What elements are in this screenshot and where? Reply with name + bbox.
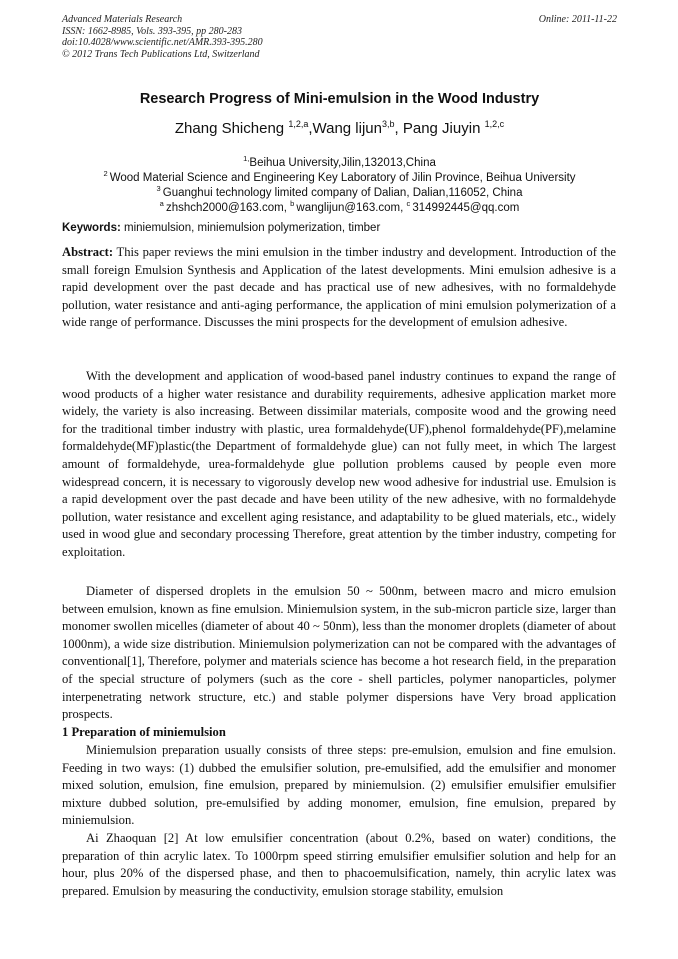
affiliation-text: Wood Material Science and Engineering Key Laboratory of Jilin Province, Beihua University	[109, 171, 576, 184]
keywords-text: miniemulsion, miniemulsion polymerization, timber	[120, 222, 381, 234]
author-affiliation-mark: 1,2,a	[288, 119, 309, 129]
body-paragraph-1: With the development and application of wood-based panel industry continues to expand the range of wood products of a higher water resistance and durability requirements, adhesive application market more widely, the variety is also increasing. Between dissimilar materials, composite wood and the growing need for the traditional timber industry with plastic, urea formaldehyde(UF),phenol formaldehyde(PF),melamine formaldehyde(MF)plastic(the Department of formaldehyde glue) can not fully meet, in which The largest amount of formaldehyde, urea-formaldehyde glue pollution problems caused by people even more widespread concern, it is necessary to vigorously develop new wood adhesive for industrial use. Emulsion is a rapid development over the past decade and have been utility of the new adhesive, with no formaldehyde pollution, water resistance and excellent aging resistance, and adaptability to be glued materials, etc., widely used in wood glue and secondary processing Therefore, great attention by the timber industry, competing for exploitation.	[62, 369, 616, 559]
abstract-text: This paper reviews the mini emulsion in the timber industry and development. Introduction of the small foreign Emulsion Synthesis and Application of the latest developments. Mini emulsion adhesive is a rapid development over the past decade and has practical use of new adhesives, with no formaldehyde pollution, water resistance and anti-aging performance, the application of mini emulsion polymerization of a wide range of performance. Discusses the mini prospects for the development of emulsion adhesive.	[62, 245, 616, 330]
email-address: 314992445@qq.com	[412, 201, 520, 214]
journal-name: Advanced Materials Research	[62, 14, 183, 25]
email-mark: b	[290, 199, 297, 208]
affiliation-text: Guanghui technology limited company of Dalian, Dalian,116052, China	[162, 186, 523, 199]
affiliation-mark: 3	[156, 184, 163, 193]
email-mark: a	[159, 199, 166, 208]
abstract-label: Abstract:	[62, 245, 114, 259]
keywords-label: Keywords:	[62, 222, 121, 234]
abstract	[62, 244, 616, 332]
online-date: Online: 2011-11-22	[538, 14, 617, 25]
running-header	[62, 14, 617, 60]
body-paragraph-4: Ai Zhaoquan [2] At low emulsifier concentration (about 0.2%, based on water) conditions, the preparation of thin acrylic latex. To 1000rpm speed stirring emulsifier emulsifier solution and help for an hour, plus 20% of the dispersed phase, and then to phacoemulsification, namely, thin acrylic latex was prepared. Emulsion by measuring the conductivity, emulsion storage stability, emulsion	[62, 831, 616, 898]
body-paragraph-2: Diameter of dispersed droplets in the emulsion 50 ~ 500nm, between macro and micro emulsion between emulsion, known as fine emulsion. Miniemulsion system, in the sub-micron particle size, larger than monomer swollen micelles (diameter of about 40 ~ 50nm), less than the monomer droplets (diameter of about 1000nm), a wide size distribution. Miniemulsion polymerization can not be compared with the advantages of conventional[1], Therefore, polymer and materials science has become a hot research field, in the preparation of the special structure of polymers (such as the core - shell particles, polymer nanoparticles, polymer interpenetrating network structure, etc.) and stable polymer dispersions have Very broad application prospects.	[62, 584, 616, 722]
affiliation-mark: 1,	[243, 154, 250, 163]
author-list	[62, 119, 617, 137]
email-mark: c	[406, 199, 413, 208]
paper-title: Research Progress of Mini-emulsion in the Wood Industry	[139, 91, 540, 107]
issn-line: ISSN: 1662-8985, Vols. 393-395, pp 280-283	[62, 25, 242, 37]
doi-line: doi:10.4028/www.scientific.net/AMR.393-395.280	[62, 37, 263, 48]
section-heading: 1 Preparation of miniemulsion	[62, 725, 226, 739]
copyright-line: © 2012 Trans Tech Publications Ltd, Switzerland	[62, 48, 260, 60]
author-separator: ,	[308, 120, 313, 137]
email-line	[62, 196, 617, 216]
author-affiliation-mark: 1,2,c	[484, 119, 505, 129]
author-name: Zhang Shicheng	[174, 120, 289, 137]
body-paragraph-3: Miniemulsion preparation usually consists of three steps: pre-emulsion, emulsion and fine emulsion. Feeding in two ways: (1) dubbed the emulsifier solution, pre-emulsified, add the emulsifier and monomer mixed solution, emulsion, fine emulsion, prepared by miniemulsion. (2) emulsifier emulsifier emulsifier mixture dubbed solution, pre-emulsified by adding monomer, emulsion, fine emulsion, prepared by miniemulsion.	[62, 743, 616, 828]
author-name: Pang Jiuyin	[402, 120, 485, 137]
keywords	[62, 222, 617, 234]
email-address: wanglijun@163.com,	[296, 201, 407, 214]
email-address: zhshch2000@163.com,	[165, 201, 291, 214]
affiliation-mark: 2	[103, 169, 110, 178]
affiliation-text: Beihua University,Jilin,132013,China	[249, 156, 436, 169]
author-name: Wang lijun	[312, 120, 382, 137]
author-affiliation-mark: 3,b	[382, 119, 395, 129]
author-separator: ,	[394, 120, 403, 137]
